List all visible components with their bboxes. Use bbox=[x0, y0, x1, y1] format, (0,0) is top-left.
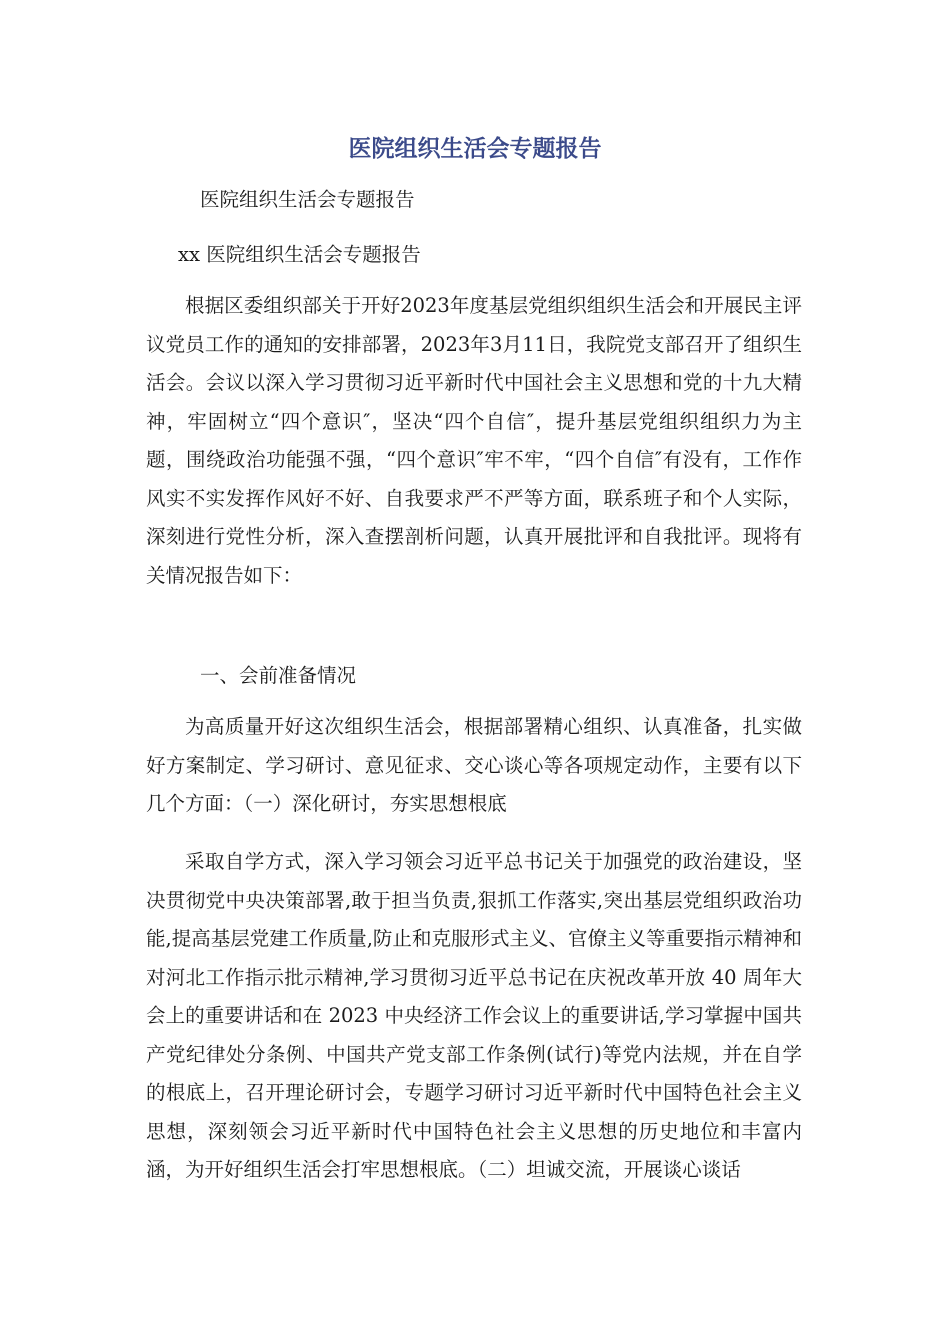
document-title: 医院组织生活会专题报告 bbox=[348, 136, 602, 162]
paragraph-intro: 根据区委组织部关于开好2023年度基层党组织组织生活会和开展民主评议党员工作的通知的安排部署，2023年3月11日，我院党支部召开了组织生活会。会议以深入学习贯彻习近平新时代中国社会主义思想和党的十九大精神，牢固树立“四个意识″，坚决“四个自信″，提升基层党组织组织力为主题，围绕政治功能强不强，“四个意识″牢不牢，“四个自信″有没有，工作作风实不实发挥作风好不好、自我要求严不严等方面，联系班子和个人实际，深刻进行党性分析，深入查摆剖析问题，认真开展批评和自我批评。现将有关情况报告如下： bbox=[146, 294, 802, 587]
paragraph-study: 采取自学方式，深入学习领会习近平总书记关于加强党的政治建设，坚决贯彻党中央决策部署,敢于担当负责,狠抓工作落实,突出基层党组织政治功能,提高基层党建工作质量,防止和克服形式主义、官僚主义等重要指示精神和对河北工作指示批示精神,学习贯彻习近平总书记在庆祝改革开放 40 周年大会上的重要讲话和在 2023 中央经济工作会议上的重要讲话,学习掌握中国共产党纪律处分条例、中国共产党支部工作条例(试行)等党内法规，并在自学的根底上，召开理论研讨会，专题学习研讨习近平新时代中国特色社会主义思想，深刻领会习近平新时代中国特色社会主义思想的历史地位和丰富内涵，为开好组织生活会打牢思想根底。（二）坦诚交流，开展谈心谈话 bbox=[146, 850, 802, 1181]
report-heading: xx 医院组织生活会专题报告 bbox=[178, 243, 421, 266]
paragraph-preparation: 为高质量开好这次组织生活会，根据部署精心组织、认真准备，扎实做好方案制定、学习研讨、意见征求、交心谈心等各项规定动作，主要有以下几个方面：（一）深化研讨，夯实思想根底 bbox=[146, 715, 802, 815]
document-subtitle: 医院组织生活会专题报告 bbox=[200, 188, 415, 211]
section-heading-preparation: 一、会前准备情况 bbox=[200, 664, 357, 687]
